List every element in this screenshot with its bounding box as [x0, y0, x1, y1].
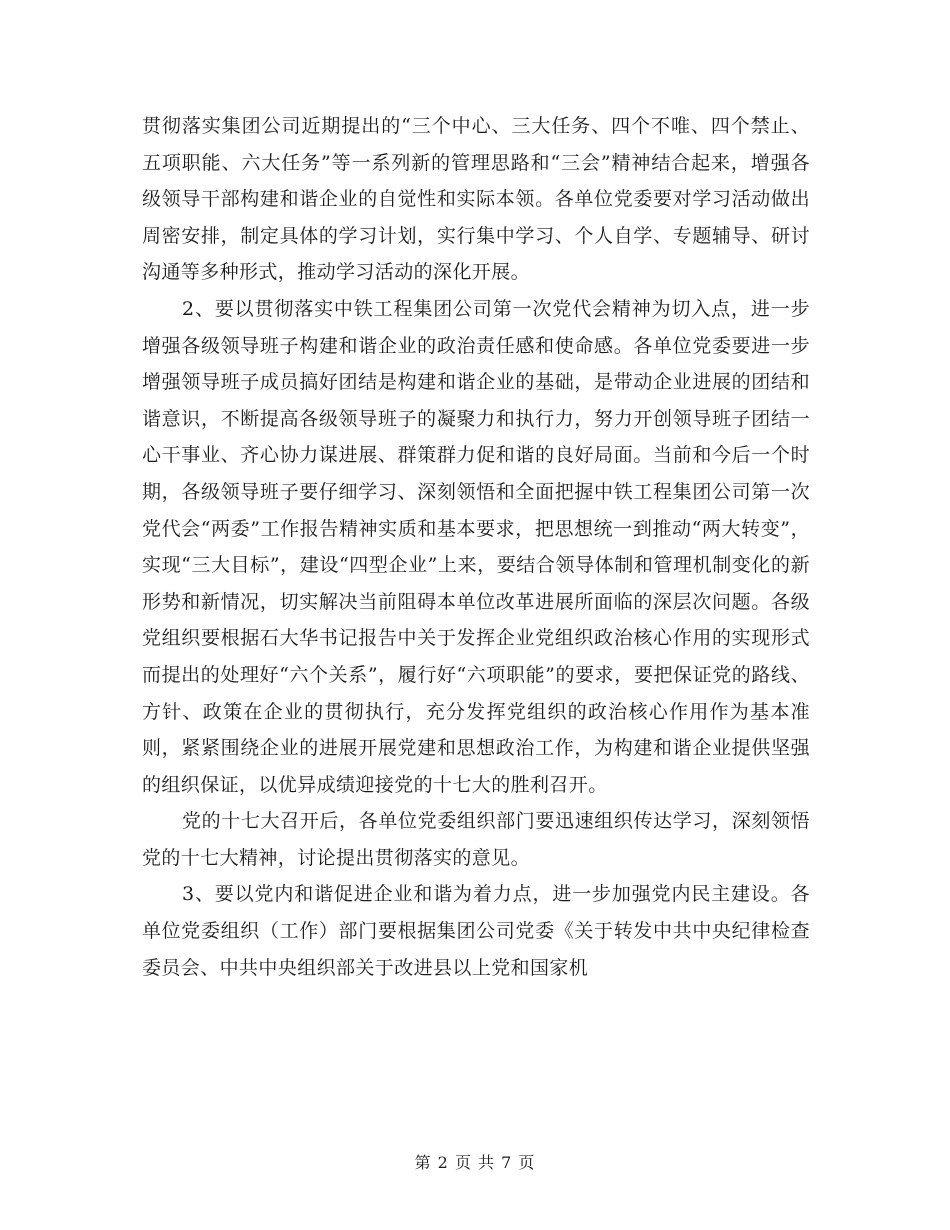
paragraph-1: 贯彻落实集团公司近期提出的“三个中心、三大任务、四个不唯、四个禁止、五项职能、六大任务”等一系列新的管理思路和“三会”精神结合起来，增强各级领导干部构建和谐企业的自觉性和实际本领。各单位党委要对学习活动做出周密安排，制定具体的学习计划，实行集中学习、个人自学、专题辅导、研讨沟通等多种形式，推动学习活动的深化开展。	[142, 115, 810, 284]
paragraph-4: 3、要以党内和谐促进企业和谐为着力点，进一步加强党内民主建设。各单位党委组织（工作）部门要根据集团公司党委《关于转发中共中央纪律检查委员会、中共中央组织部关于改进县以上党和国家机	[142, 883, 810, 979]
page-number-footer: 第 2 页 共 7 页	[414, 1153, 536, 1172]
paragraph-3: 党的十七大召开后，各单位党委组织部门要迅速组织传达学习，深刻领悟党的十七大精神，讨论提出贯彻落实的意见。	[142, 810, 810, 869]
document-body	[142, 108, 810, 986]
paragraph-2: 2、要以贯彻落实中铁工程集团公司第一次党代会精神为切入点，进一步增强各级领导班子构建和谐企业的政治责任感和使命感。各单位党委要进一步增强领导班子成员搞好团结是构建和谐企业的基础，是带动企业进展的团结和谐意识，不断提高各级领导班子的凝聚力和执行力，努力开创领导班子团结一心干事业、齐心协力谋进展、群策群力促和谐的良好局面。当前和今后一个时期，各级领导班子要仔细学习、深刻领悟和全面把握中铁工程集团公司第一次党代会“两委”工作报告精神实质和基本要求，把思想统一到推动“两大转变”，实现“三大目标”，建设“四型企业”上来，要结合领导体制和管理机制变化的新形势和新情况，切实解决当前阻碍本单位改革进展所面临的深层次问题。各级党组织要根据石大华书记报告中关于发挥企业党组织政治核心作用的实现形式而提出的处理好“六个关系”，履行好“六项职能”的要求，要把保证党的路线、方针、政策在企业的贯彻执行，充分发挥党组织的政治核心作用作为基本准则，紧紧围绕企业的进展开展党建和思想政治工作，为构建和谐企业提供坚强的组织保证，以优异成绩迎接党的十七大的胜利召开。	[142, 297, 810, 796]
